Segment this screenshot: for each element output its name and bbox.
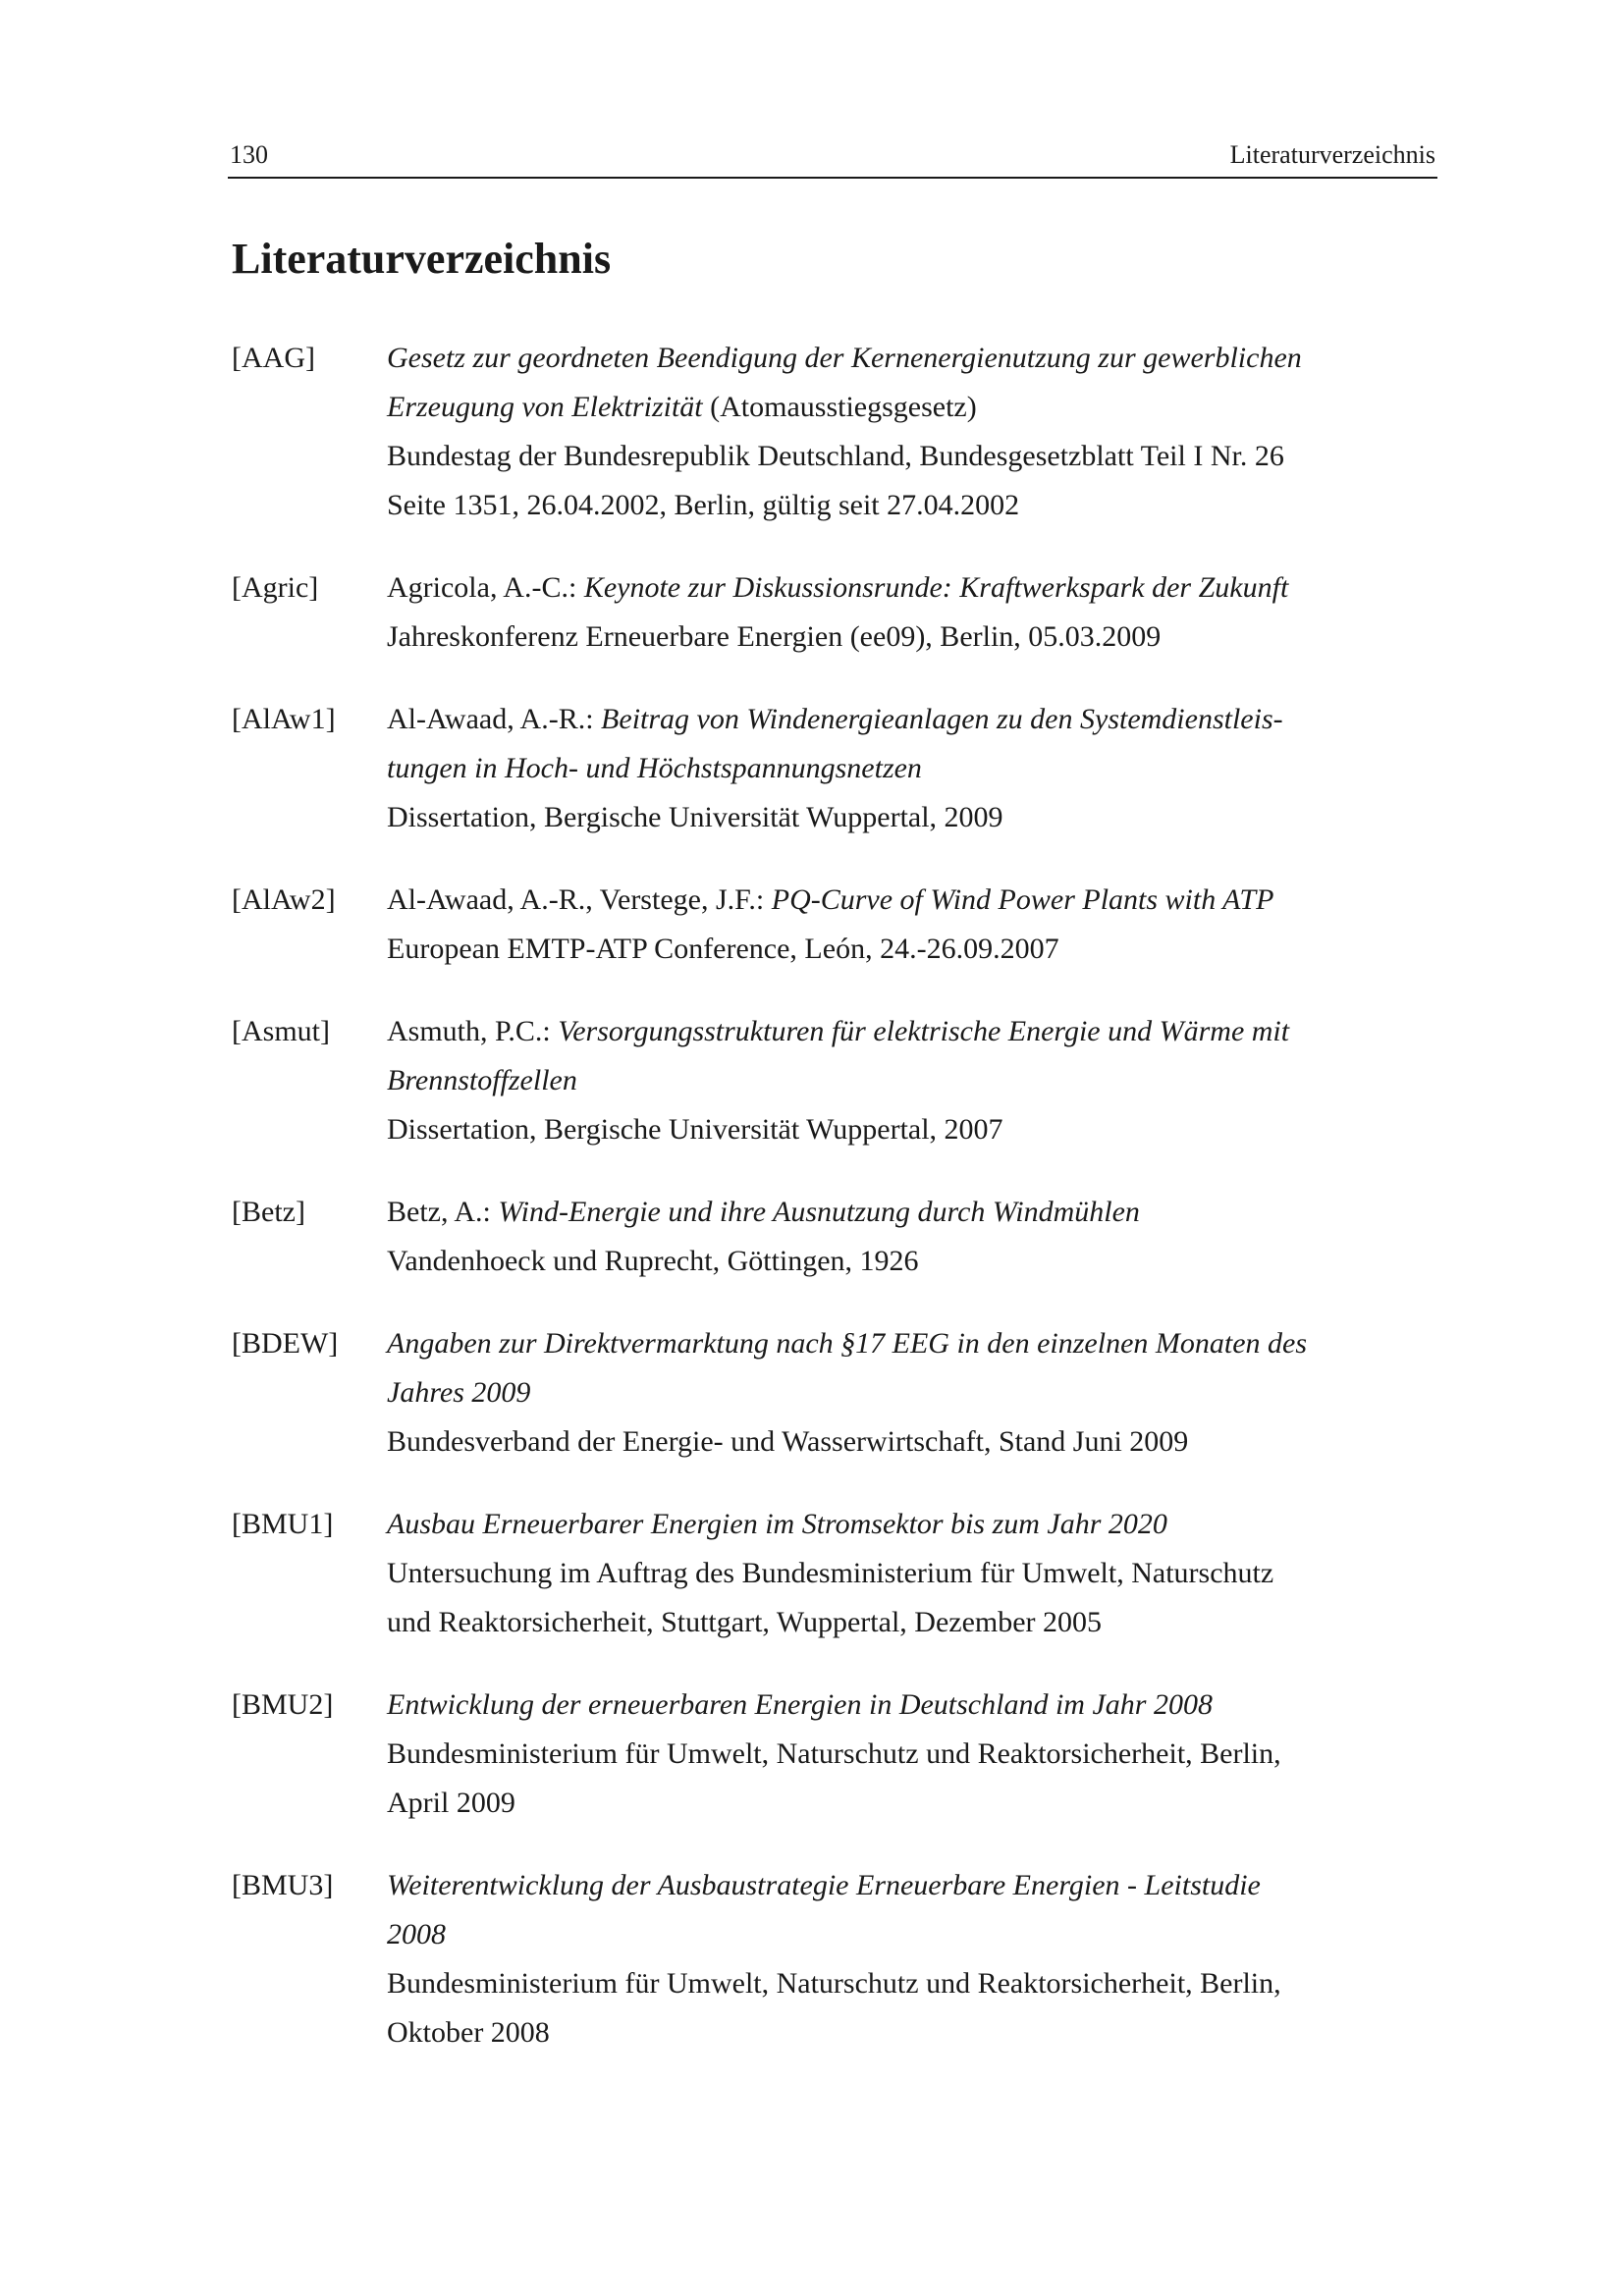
bib-entry <box>232 1861 1430 2057</box>
citation-line <box>387 925 1430 974</box>
author: Agricola, A.-C.: <box>387 571 584 604</box>
author: Betz, A.: <box>387 1196 499 1228</box>
citation-line <box>387 1417 1430 1467</box>
citation-line <box>387 1237 1430 1286</box>
citation-line <box>387 1007 1430 1056</box>
citation-key: [Asmut] <box>232 1015 330 1047</box>
work-title: Entwicklung der erneuerbaren Energien in Deutschland im Jahr 2008 <box>387 1688 1213 1721</box>
running-header <box>228 137 1437 179</box>
citation-line <box>387 2008 1430 2057</box>
citation-line <box>387 793 1430 842</box>
citation-text <box>387 876 1430 974</box>
citation-line <box>387 563 1430 613</box>
bib-entry <box>232 695 1430 842</box>
citation-line <box>387 744 1430 793</box>
publisher: Bundesministerium für Umwelt, Naturschutz und Reaktorsicherheit, Berlin, <box>387 1737 1281 1770</box>
citation-line <box>387 1368 1430 1417</box>
citation-key: [Agric] <box>232 571 319 604</box>
citation-line <box>387 1188 1430 1237</box>
citation-text <box>387 334 1430 530</box>
work-title: 2008 <box>387 1918 446 1950</box>
author: Al-Awaad, A.-R., Verstege, J.F.: <box>387 883 772 916</box>
publisher: Bundestag der Bundesrepublik Deutschland, Bundesgesetzblatt Teil I Nr. 26 <box>387 440 1284 472</box>
publisher: Bundesministerium für Umwelt, Naturschutz und Reaktorsicherheit, Berlin, <box>387 1967 1281 2000</box>
work-title: Jahres 2009 <box>387 1376 531 1409</box>
citation-line <box>387 1598 1430 1647</box>
citation-line <box>387 1861 1430 1910</box>
citation-text <box>387 1681 1430 1828</box>
citation-text <box>387 1007 1430 1154</box>
citation-key: [AlAw1] <box>232 703 336 735</box>
publication-info: Vandenhoeck und Ruprecht, Göttingen, 1926 <box>387 1245 919 1277</box>
citation-line <box>387 876 1430 925</box>
publisher: Untersuchung im Auftrag des Bundesministerium für Umwelt, Naturschutz <box>387 1557 1274 1589</box>
bib-entry <box>232 1500 1430 1647</box>
citation-line <box>387 1779 1430 1828</box>
bib-entry <box>232 563 1430 662</box>
citation-line <box>387 1910 1430 1959</box>
citation-text <box>387 563 1430 662</box>
citation-text <box>387 1188 1430 1286</box>
author: Asmuth, P.C.: <box>387 1015 559 1047</box>
citation-line <box>387 1056 1430 1105</box>
bib-entry <box>232 1188 1430 1286</box>
publication-info: April 2009 <box>387 1787 515 1819</box>
work-title: Erzeugung von Elektrizität <box>387 391 703 423</box>
citation-line <box>387 334 1430 383</box>
citation-text <box>387 1861 1430 2057</box>
work-title: Angaben zur Direktvermarktung nach §17 EEG in den einzelnen Monaten des <box>387 1327 1308 1360</box>
publication-info: Oktober 2008 <box>387 2016 550 2049</box>
citation-key: [BMU3] <box>232 1869 334 1901</box>
citation-line <box>387 383 1430 432</box>
author: Al-Awaad, A.-R.: <box>387 703 602 735</box>
citation-key: [BDEW] <box>232 1327 339 1360</box>
work-title: Weiterentwicklung der Ausbaustrategie Erneuerbare Energien - Leitstudie <box>387 1869 1261 1901</box>
citation-line <box>387 1319 1430 1368</box>
citation-text <box>387 695 1430 842</box>
citation-line <box>387 613 1430 662</box>
bib-entry <box>232 334 1430 530</box>
work-title: Beitrag von Windenergieanlagen zu den Systemdienstleis- <box>601 703 1283 735</box>
bibliography-list <box>232 334 1430 2091</box>
work-title: PQ-Curve of Wind Power Plants with ATP <box>771 883 1274 916</box>
bib-entry <box>232 876 1430 974</box>
bib-entry <box>232 1681 1430 1828</box>
work-title: tungen in Hoch- und Höchstspannungsnetzen <box>387 752 922 784</box>
citation-line <box>387 695 1430 744</box>
publication-info: Dissertation, Bergische Universität Wuppertal, 2007 <box>387 1113 1003 1146</box>
bib-entry <box>232 1007 1430 1154</box>
citation-line <box>387 1105 1430 1154</box>
work-title: Brennstoffzellen <box>387 1064 577 1096</box>
bib-entry <box>232 1319 1430 1467</box>
citation-line <box>387 1681 1430 1730</box>
citation-text <box>387 1319 1430 1467</box>
work-title: Versorgungsstrukturen für elektrische Energie und Wärme mit <box>558 1015 1290 1047</box>
page-title: Literaturverzeichnis <box>232 235 612 283</box>
publication-info: Dissertation, Bergische Universität Wuppertal, 2009 <box>387 801 1003 833</box>
citation-key: [BMU1] <box>232 1508 334 1540</box>
citation-line <box>387 1959 1430 2008</box>
publication-info: Seite 1351, 26.04.2002, Berlin, gültig seit 27.04.2002 <box>387 489 1020 521</box>
work-title: Gesetz zur geordneten Beendigung der Kernenergienutzung zur gewerblichen <box>387 342 1302 374</box>
publication-info: Bundesverband der Energie- und Wasserwirtschaft, Stand Juni 2009 <box>387 1425 1189 1458</box>
citation-line <box>387 432 1430 481</box>
citation-detail: (Atomausstiegsgesetz) <box>702 391 977 423</box>
page-number: 130 <box>230 140 268 169</box>
work-title: Ausbau Erneuerbarer Energien im Stromsektor bis zum Jahr 2020 <box>387 1508 1167 1540</box>
citation-line <box>387 1730 1430 1779</box>
publication-info: und Reaktorsicherheit, Stuttgart, Wuppertal, Dezember 2005 <box>387 1606 1103 1638</box>
work-title: Wind-Energie und ihre Ausnutzung durch Windmühlen <box>498 1196 1140 1228</box>
citation-line <box>387 1549 1430 1598</box>
citation-key: [BMU2] <box>232 1688 334 1721</box>
citation-line <box>387 1500 1430 1549</box>
citation-text <box>387 1500 1430 1647</box>
citation-key: [AAG] <box>232 342 315 374</box>
citation-key: [Betz] <box>232 1196 305 1228</box>
citation-line <box>387 481 1430 530</box>
publication-info: Jahreskonferenz Erneuerbare Energien (ee09), Berlin, 05.03.2009 <box>387 620 1162 653</box>
citation-key: [AlAw2] <box>232 883 336 916</box>
publication-info: European EMTP-ATP Conference, León, 24.-26.09.2007 <box>387 933 1059 965</box>
work-title: Keynote zur Diskussionsrunde: Kraftwerkspark der Zukunft <box>583 571 1289 604</box>
running-header-title: Literaturverzeichnis <box>1229 140 1435 169</box>
